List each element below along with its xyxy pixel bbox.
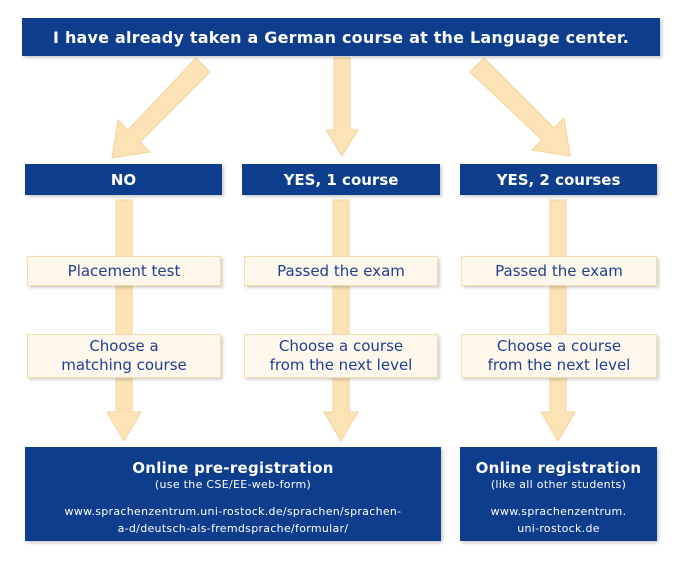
column-head-yes1: YES, 1 course (242, 164, 440, 195)
url-line: uni-rostock.de (517, 522, 600, 535)
arrow-col-no (107, 200, 141, 441)
pre-registration-title: Online pre-registration (132, 459, 334, 477)
step-line: Choose a course (278, 337, 404, 355)
registration-subtitle: (like all other students) (490, 478, 627, 491)
pre-registration-subtitle: (use the CSE/EE-web-form) (154, 478, 312, 491)
url-line: a-d/deutsch-als-fremdsprache/formular/ (117, 522, 349, 535)
step-line: matching course (61, 356, 187, 374)
registration-box (460, 447, 657, 541)
arrow-col-yes2 (541, 200, 575, 441)
step-passed-exam-2: Passed the exam (461, 256, 657, 286)
column-head-no: NO (25, 164, 222, 195)
column-head-yes2: YES, 2 courses (460, 164, 657, 195)
step-choose-matching-course (27, 334, 221, 378)
step-choose-next-level-1 (244, 334, 438, 378)
registration-url[interactable] (491, 503, 627, 537)
step-line: Choose a course (496, 337, 622, 355)
step-passed-exam-1: Passed the exam (244, 256, 438, 286)
step-line: Choose a (89, 337, 159, 355)
question-header: I have already taken a German course at the Language center. (22, 18, 660, 56)
pre-registration-url[interactable] (65, 503, 402, 537)
step-line: from the next level (269, 356, 413, 374)
arrow-to-yes2 (470, 58, 570, 156)
arrow-col-yes1 (324, 200, 358, 441)
step-placement-test: Placement test (27, 256, 221, 286)
step-line: from the next level (487, 356, 631, 374)
url-line: www.sprachenzentrum.uni-rostock.de/sprachen/sprachen- (64, 505, 402, 518)
registration-title: Online registration (475, 459, 642, 477)
step-choose-next-level-2 (461, 334, 657, 378)
pre-registration-box (25, 447, 441, 541)
arrow-to-no (112, 58, 210, 158)
arrow-to-yes1 (326, 58, 358, 156)
url-line: www.sprachenzentrum. (490, 505, 627, 518)
